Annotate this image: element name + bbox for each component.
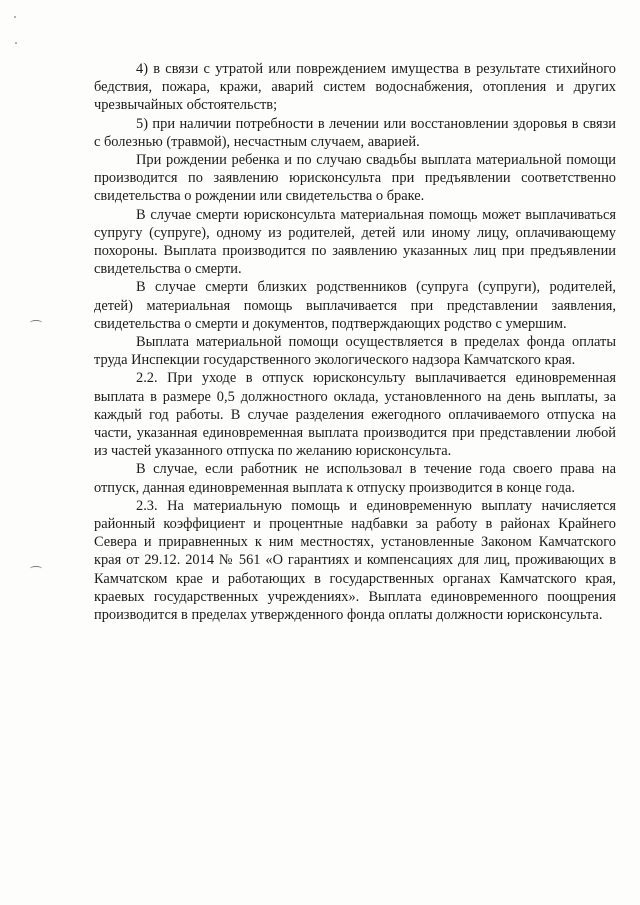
- scan-speck: [14, 16, 16, 18]
- paragraph-birth-wedding: При рождении ребенка и по случаю свадьбы выплата материальной помощи производится по заявлению юрисконсульта при предъявлении соответственно свидетельства о рождении или свидетельства о браке.: [94, 152, 616, 205]
- punch-hole-mark: [30, 320, 42, 325]
- punch-hole-mark: [30, 566, 42, 571]
- paragraph-death-of-relatives: В случае смерти близких родственников (супруга (супруги), родителей, детей) материальная помощь выплачивается при представлении заявления, свидетельства о смерти и документов, подтверждающих родство с умершим.: [94, 279, 616, 332]
- scan-speck: [15, 42, 17, 44]
- paragraph-payment-fund: Выплата материальной помощи осуществляется в пределах фонда оплаты труда Инспекции государственного экологического надзора Камчатского края.: [94, 334, 616, 369]
- paragraph-item-4: 4) в связи с утратой или повреждением имущества в результате стихийного бедствия, пожара, кражи, аварий систем водоснабжения, отопления и других чрезвычайных обстоятельств;: [94, 61, 616, 114]
- paragraph-unused-leave: В случае, если работник не использовал в течение года своего права на отпуск, данная единовременная выплата к отпуску производится в конце года.: [94, 461, 616, 496]
- paragraph-item-5: 5) при наличии потребности в лечении или восстановлении здоровья в связи с болезнью (травмой), несчастным случаем, аварией.: [94, 115, 616, 150]
- paragraph-section-2-3: 2.3. На материальную помощь и единовременную выплату начисляется районный коэффициент и процентные надбавки за работу в районах Крайнего Севера и приравненных к ним местностях, установленные Законом Камчатского края от 29.12. 2014 № 561 «О гарантиях и компенсациях для лиц, проживающих в Камчатском крае и работающих в государственных органах Камчатского края, краевых государственных учреждениях». Выплата единовременного поощрения производится в пределах утвержденного фонда оплаты должности юрисконсульта.: [94, 497, 616, 624]
- document-body: [94, 60, 616, 624]
- paragraph-death-of-lawyer: В случае смерти юрисконсульта материальная помощь может выплачиваться супругу (супруге), одному из родителей, детей или иному лицу, оплачивающему похороны. Выплата производится по заявлению указанных лиц при предъявлении свидетельства о смерти.: [94, 206, 616, 278]
- paragraph-section-2-2: 2.2. При уходе в отпуск юрисконсульту выплачивается единовременная выплата в размере 0,5 должностного оклада, установленного на день выплаты, за каждый год работы. В случае разделения ежегодного оплачиваемого отпуска на части, указанная единовременная выплата производится при представлении любой из частей указанного отпуска по желанию юрисконсульта.: [94, 370, 616, 460]
